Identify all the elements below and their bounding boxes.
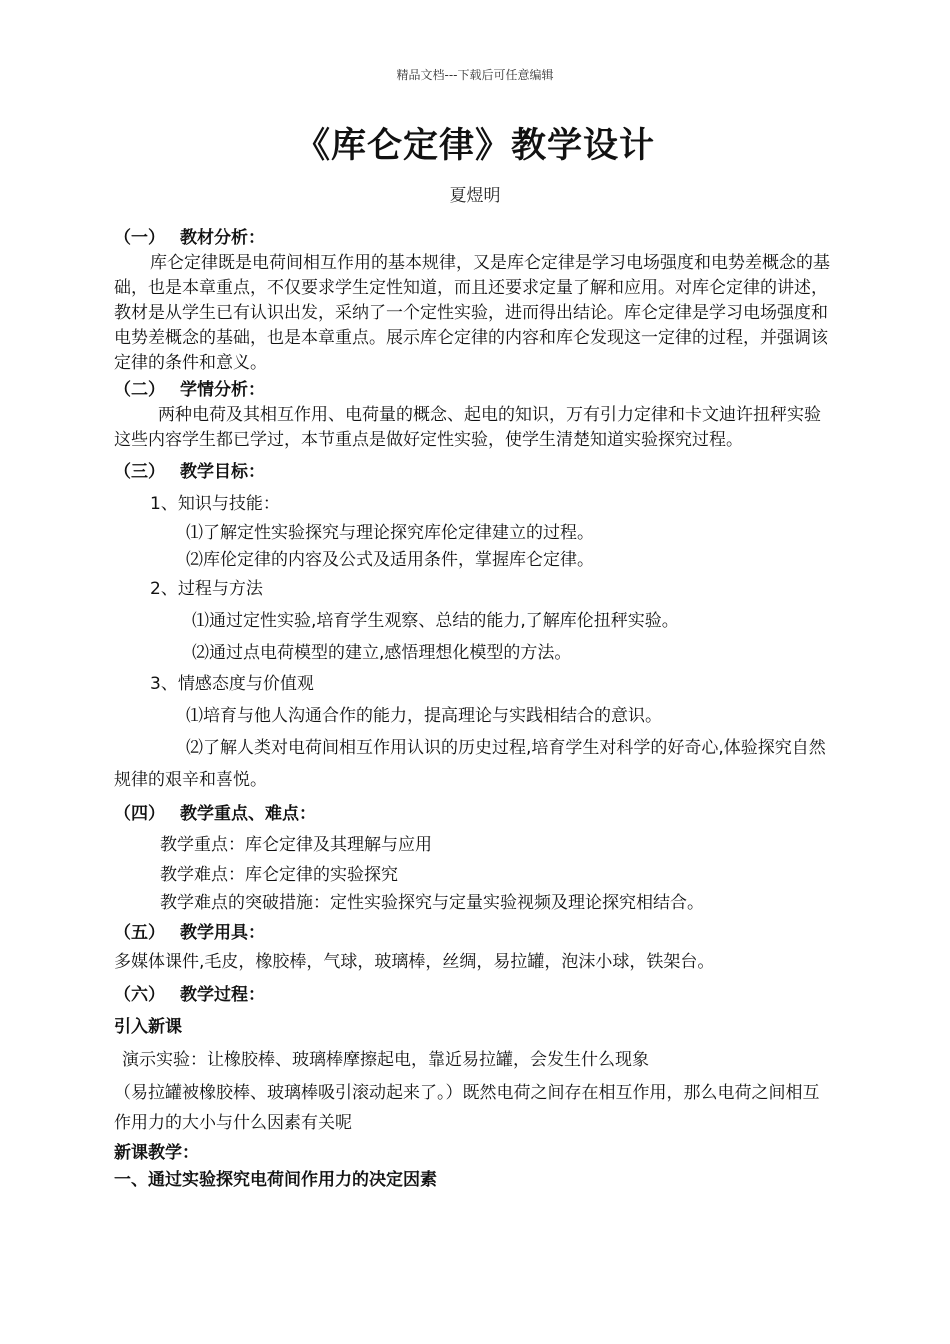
goal-attitude: 3、情感态度与价值观 — [150, 674, 314, 694]
teaching-tools: 多媒体课件,毛皮，橡胶棒，气球，玻璃棒，丝绸，易拉罐，泡沫小球，铁架台。 — [114, 952, 715, 972]
section-heading-3: （三） 教学目标： — [114, 462, 265, 482]
goal-process: 2、过程与方法 — [150, 579, 263, 599]
section-2-paragraph: 两种电荷及其相互作用、电荷量的概念、起电的知识，万有引力定律和卡文迪许扭秤实验这些内容学生都已学过，本节重点是做好定性实验，使学生清楚知道实验探究过程。 — [114, 405, 821, 450]
goal-attitude-2: ⑵了解人类对电荷间相互作用认识的历史过程,培育学生对科学的好奇心,体验探究自然规律的艰辛和喜悦。 — [114, 738, 826, 790]
goal-knowledge-1: ⑴了解定性实验探究与理论探究库伦定律建立的过程。 — [186, 523, 594, 543]
intro-heading: 引入新课 — [114, 1017, 182, 1037]
intro-text: （易拉罐被橡胶棒、玻璃棒吸引滚动起来了。）既然电荷之间存在相互作用，那么电荷之间相互作用力的大小与什么因素有关呢 — [114, 1083, 820, 1133]
document-body — [114, 224, 834, 1192]
page-header: 精品文档---下载后可任意编辑 — [396, 68, 554, 82]
teaching-key-point: 教学重点：库仑定律及其理解与应用 — [160, 835, 432, 855]
new-lesson-heading: 新课教学： — [114, 1143, 199, 1163]
goal-attitude-1: ⑴培育与他人沟通合作的能力，提高理论与实践相结合的意识。 — [186, 706, 662, 726]
teaching-difficulty: 教学难点：库仑定律的实验探究 — [160, 865, 398, 885]
goal-process-2: ⑵通过点电荷模型的建立,感悟理想化模型的方法。 — [192, 643, 572, 663]
intro-demo: 演示实验：让橡胶棒、玻璃棒摩擦起电，靠近易拉罐，会发生什么现象 — [122, 1050, 649, 1070]
document-title: 《库仑定律》教学设计 — [294, 126, 655, 166]
section-heading-4: （四） 教学重点、难点： — [114, 804, 316, 824]
section-heading-6: （六） 教学过程： — [114, 985, 265, 1005]
part-1-heading: 一、通过实验探究电荷间作用力的决定因素 — [114, 1170, 437, 1190]
goal-process-1: ⑴通过定性实验,培育学生观察、总结的能力,了解库伦扭秤实验。 — [192, 611, 679, 631]
difficulty-measures: 教学难点的突破措施：定性实验探究与定量实验视频及理论探究相结合。 — [160, 893, 704, 913]
goal-knowledge-2: ⑵库伦定律的内容及公式及适用条件，掌握库仑定律。 — [186, 550, 594, 570]
section-heading-5: （五） 教学用具： — [114, 923, 265, 943]
section-1-paragraph: 库仑定律既是电荷间相互作用的基本规律，又是库仑定律是学习电场强度和电势差概念的基础，也是本章重点，不仅要求学生定性知道，而且还要求定量了解和应用。对库仑定律的讲述，教材是从学生已有认识出发，采纳了一个定性实验，进而得出结论。库仑定律是学习电场强度和电势差概念的基础，也是本章重点。展示库仑定律的内容和库仑发现这一定律的过程，并强调该定律的条件和意义。 — [114, 253, 830, 373]
section-heading-1: （一） 教材分析： — [114, 228, 265, 248]
goal-knowledge: 1、知识与技能： — [150, 494, 280, 514]
author-name: 夏煜明 — [449, 186, 501, 206]
section-heading-2: （二） 学情分析： — [114, 380, 265, 400]
